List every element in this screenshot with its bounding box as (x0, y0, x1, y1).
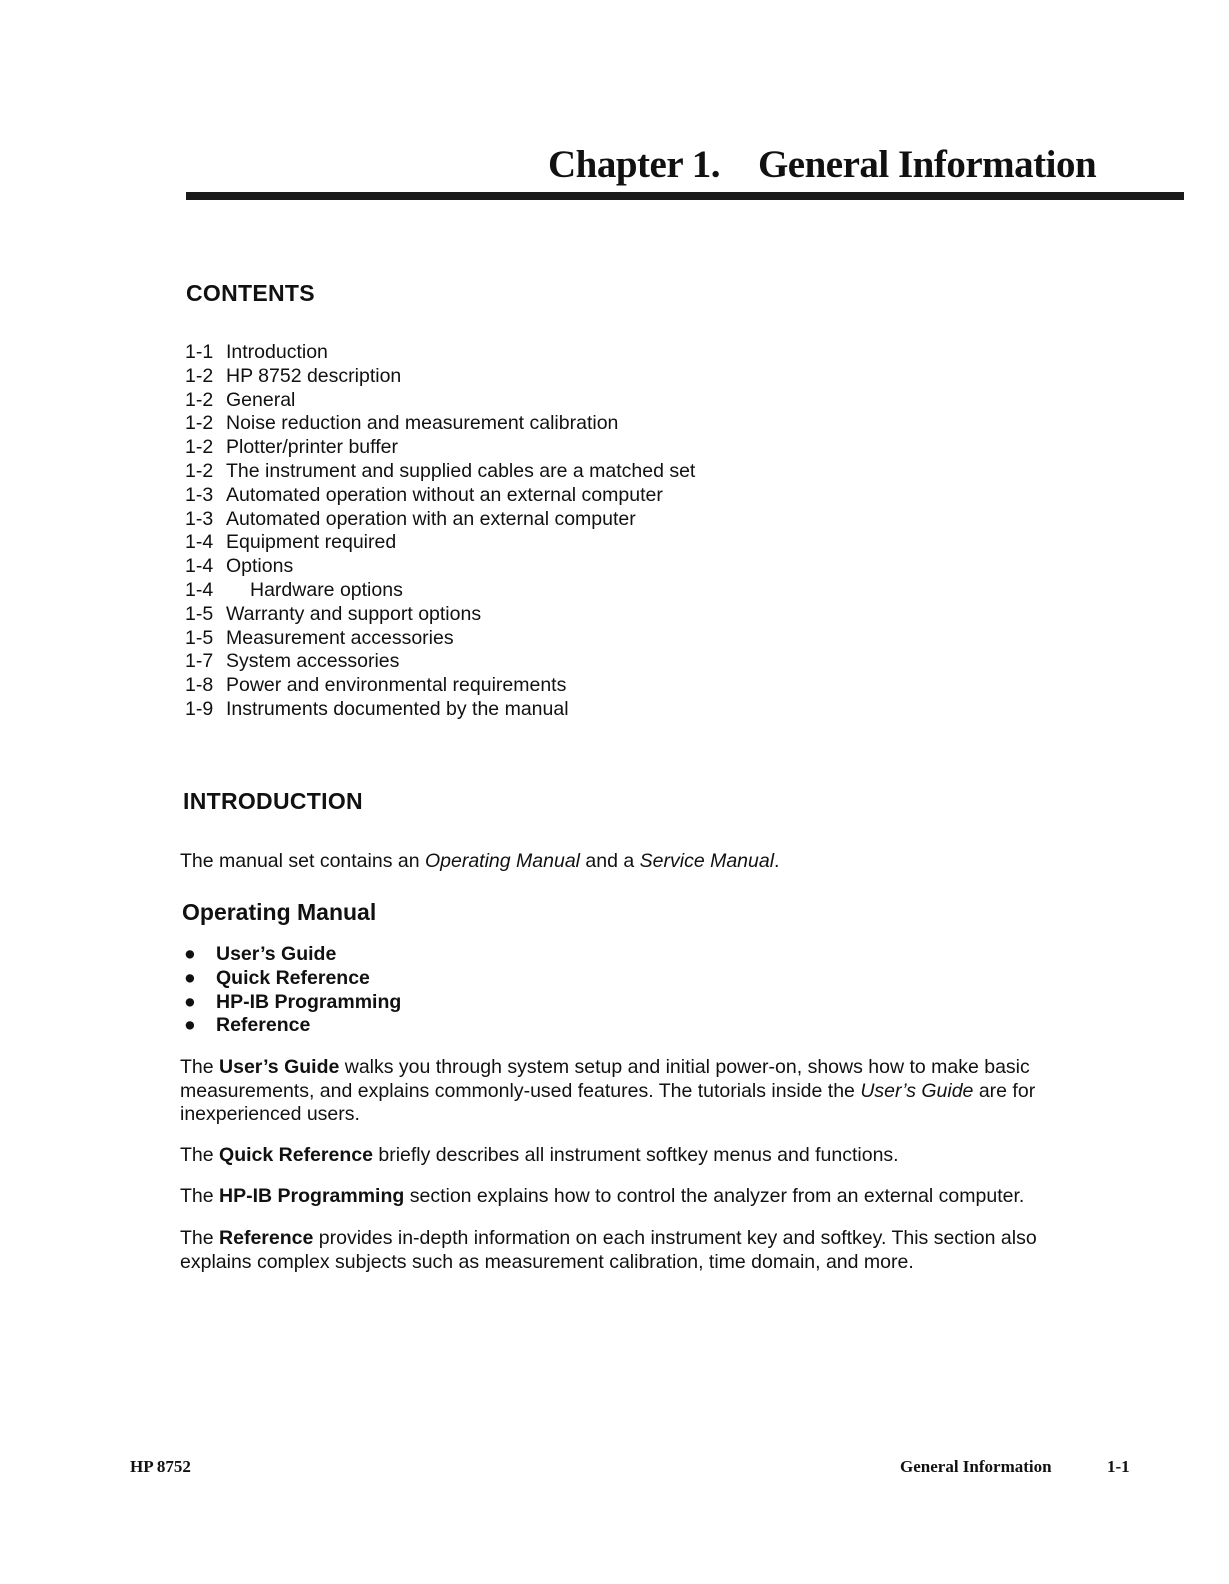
intro-text: and a (580, 850, 640, 872)
toc-page: 1-3 (185, 507, 214, 530)
toc-entry (185, 436, 695, 460)
footer-section: General Information (900, 1457, 1052, 1476)
paragraph-term: HP-IB Programming (219, 1185, 405, 1207)
toc-title: System accessories (226, 650, 400, 673)
bullet-icon: ● (184, 1014, 196, 1037)
toc-title: Automated operation with an external computer (226, 507, 636, 530)
toc-title: Warranty and support options (226, 602, 482, 625)
chapter-number: Chapter 1. (548, 143, 720, 186)
toc-entry (185, 412, 695, 436)
header-rule (186, 192, 1184, 200)
toc-title: Automated operation without an external computer (226, 483, 663, 506)
bullet-icon: ● (184, 990, 196, 1013)
toc-title: General (226, 388, 296, 411)
paragraph-text: The (180, 1227, 220, 1249)
toc-title: Measurement accessories (226, 626, 454, 649)
table-of-contents (185, 341, 695, 722)
paragraph-text: The (180, 1056, 220, 1078)
toc-page: 1-4 (185, 555, 214, 578)
list-item-label: HP-IB Programming (216, 990, 402, 1013)
paragraph-term: User’s Guide (219, 1056, 340, 1078)
users-guide-paragraph (180, 1056, 1100, 1127)
hpib-programming-paragraph (180, 1185, 1100, 1209)
contents-heading: CONTENTS (186, 280, 315, 306)
toc-title: Instruments documented by the manual (226, 697, 569, 720)
toc-page: 1-2 (185, 388, 214, 411)
toc-page: 1-2 (185, 364, 214, 387)
toc-page: 1-5 (185, 626, 214, 649)
toc-entry (185, 579, 695, 603)
toc-title: Power and environmental requirements (226, 674, 567, 697)
toc-entry (185, 603, 695, 627)
bullet-icon: ● (184, 966, 196, 989)
toc-title: Equipment required (226, 531, 397, 554)
paragraph-text: section explains how to control the analyzer from an external computer. (404, 1185, 1025, 1207)
list-item-label: Quick Reference (216, 966, 370, 989)
operating-manual-list (184, 943, 401, 1038)
service-manual-title: Service Manual (639, 850, 775, 872)
paragraph-term: Quick Reference (219, 1144, 373, 1166)
toc-title: Plotter/printer buffer (226, 436, 398, 459)
toc-page: 1-8 (185, 674, 214, 697)
list-item (184, 943, 401, 967)
toc-entry (185, 341, 695, 365)
operating-manual-heading: Operating Manual (182, 899, 377, 925)
paragraph-text: provides in-depth information on each instrument key and softkey. This section also explains complex subjects such as measurement calibration, time domain, and more. (180, 1227, 1037, 1273)
toc-page: 1-2 (185, 436, 214, 459)
toc-entry (185, 365, 695, 389)
toc-entry (185, 484, 695, 508)
toc-entry (185, 555, 695, 579)
toc-entry (185, 650, 695, 674)
toc-entry (185, 508, 695, 532)
paragraph-term-italic: User’s Guide (860, 1079, 974, 1102)
toc-entry (185, 531, 695, 555)
toc-title: The instrument and supplied cables are a matched set (226, 459, 696, 482)
toc-title: Hardware options (250, 578, 403, 601)
toc-entry (185, 389, 695, 413)
paragraph-text: The (180, 1144, 220, 1166)
toc-page: 1-9 (185, 697, 214, 720)
paragraph-text: briefly describes all instrument softkey menus and functions. (372, 1144, 899, 1166)
list-item-label: Reference (216, 1014, 311, 1037)
list-item (184, 1014, 401, 1038)
toc-page: 1-5 (185, 602, 214, 625)
footer-product: HP 8752 (130, 1457, 191, 1476)
toc-page: 1-4 (185, 578, 214, 601)
toc-page: 1-3 (185, 483, 214, 506)
footer-page-number: 1-1 (1107, 1457, 1130, 1476)
bullet-icon: ● (184, 943, 196, 965)
toc-page: 1-1 (185, 341, 214, 363)
toc-page: 1-2 (185, 412, 214, 435)
toc-entry (185, 627, 695, 651)
toc-entry (185, 460, 695, 484)
toc-page: 1-2 (185, 459, 214, 482)
chapter-title: General Information (757, 143, 1097, 186)
toc-page: 1-7 (185, 650, 214, 673)
paragraph-text: walks you through system setup and initial power-on, shows how to make basic measurements, and explains commonly-used features. The tutorials inside the (180, 1056, 1030, 1102)
list-item-label: User’s Guide (216, 943, 337, 965)
paragraph-text: are for inexperienced users. (180, 1079, 1036, 1125)
toc-title: Options (226, 555, 294, 578)
toc-title: Noise reduction and measurement calibration (226, 412, 619, 435)
toc-entry (185, 698, 695, 722)
paragraph-term: Reference (219, 1227, 314, 1249)
paragraph-text: The (180, 1185, 220, 1207)
chapter-header (548, 142, 1096, 187)
quick-reference-paragraph (180, 1144, 1100, 1168)
list-item (184, 991, 401, 1015)
toc-entry (185, 674, 695, 698)
toc-page: 1-4 (185, 531, 214, 554)
reference-paragraph (180, 1227, 1100, 1274)
intro-text: The manual set contains an (180, 850, 425, 872)
introduction-heading: INTRODUCTION (183, 788, 363, 814)
toc-title: HP 8752 description (226, 364, 402, 387)
list-item (184, 967, 401, 991)
operating-manual-title: Operating Manual (424, 850, 580, 872)
intro-text: . (774, 850, 780, 872)
intro-paragraph (180, 850, 1100, 874)
toc-title: Introduction (226, 341, 328, 363)
